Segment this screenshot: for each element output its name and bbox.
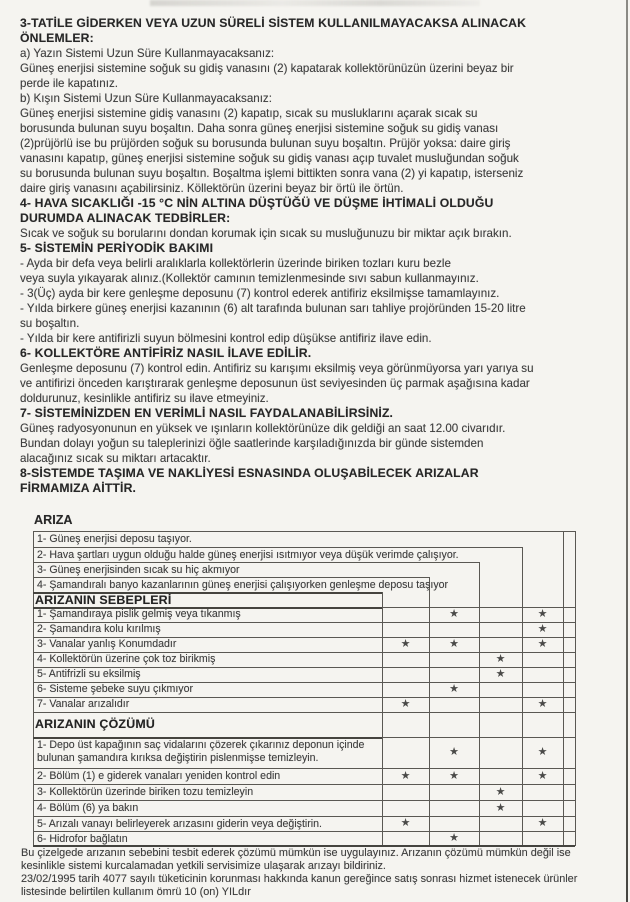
fault-row-label: 1- Güneş enerjisi deposu taşıyor. — [37, 533, 192, 545]
section-body-line: vanasını kapatıp, güneş enerjisi sistemine soğuk su gidiş vanası açıp tuvalet musluğundan soğuk — [20, 152, 519, 165]
solution-row-line: 2- Bölüm (1) e giderek vanaları yeniden kontrol edin — [37, 770, 281, 782]
section-heading-line: 3-TATİLE GİDERKEN VEYA UZUN SÜRELİ SİSTEM KULLANILMAYACAKSA ALINACAK — [20, 16, 527, 30]
solution-row-line: 4- Bölüm (6) ya bakın — [37, 802, 139, 814]
table-gridline-horizontal — [33, 577, 429, 578]
table-gridline-horizontal — [33, 768, 575, 769]
section-body-line: Genleşme deposunu (7) kontrol edin. Antifiriz su karışımı eksilmiş veya görünmüyorsa yarı yarıya su — [20, 362, 534, 375]
causes-header: ARIZANIN SEBEPLERİ — [35, 593, 172, 607]
section-body-line: veya suyla yıkayarak alınız.(Kollektör camının temizlenmesinde sıvı sabun kullanmayınız. — [20, 272, 479, 285]
section-heading-line: FİRMAMIZA AİTTİR. — [20, 481, 137, 495]
table-gridline-vertical — [563, 531, 564, 846]
star-mark: ★ — [537, 770, 548, 782]
star-mark: ★ — [495, 653, 506, 665]
table-gridline-vertical — [575, 531, 576, 846]
star-mark: ★ — [537, 623, 548, 635]
cause-row-label: 5- Antifrizli su eksilmiş — [37, 668, 141, 680]
section-body-line: Bundan dolayı yoğun su taleplerinizi öğle saatlerinde karşıladığınızda bir günde sistemden — [20, 437, 484, 450]
star-mark: ★ — [449, 638, 459, 650]
star-mark: ★ — [537, 608, 548, 620]
section-body-line: doldurunuz, kesinlikle antifiriz su ilave etmeyiniz. — [20, 392, 269, 405]
cause-row-label: 3- Vanalar yanlış Konumdadır — [37, 638, 177, 650]
star-mark: ★ — [400, 770, 411, 782]
table-gridline-vertical — [479, 562, 480, 846]
footer-line: kesinlikle sistemi kurcalamadan yetkili servisimize ulaşarak arızayı bildiriniz. — [21, 860, 386, 872]
star-mark: ★ — [495, 786, 506, 798]
cause-row-label: 4- Kollektörün üzerine çok toz birikmiş — [37, 653, 216, 665]
footer-line: 23/02/1995 tarih 4077 sayılı tüketicinin korunması hakkında kanun gereğince satış sonrası hizmet istenecek ürünler — [21, 873, 578, 885]
section-heading-line: ÖNLEMLER: — [20, 31, 94, 45]
solution-row-line: bulunan şamandıra kırıksa değiştirin pislenmişse temizleyin. — [37, 752, 319, 764]
table-gridline-horizontal — [33, 712, 575, 713]
table-gridline-vertical — [382, 592, 383, 846]
solution-row-line: 3- Kollektörün üzerinde biriken tozu temizleyin — [37, 786, 254, 798]
star-mark: ★ — [537, 817, 548, 829]
section-heading-line: 6- KOLLEKTÖRE ANTİFİRİZ NASIL İLAVE EDİLİR. — [20, 346, 312, 360]
solution-row-line: 6- Hidrofor bağlatın — [37, 833, 128, 845]
star-mark: ★ — [537, 638, 548, 650]
section-heading-line: 5- SİSTEMİN PERİYODİK BAKIMI — [20, 241, 214, 255]
section-body-line: su boşaltın. — [20, 317, 80, 330]
table-gridline-vertical — [33, 531, 34, 846]
solution-row-label — [37, 786, 253, 799]
footer-notes — [21, 847, 621, 899]
fault-table-title: ARIZA — [34, 513, 73, 527]
star-mark: ★ — [400, 638, 411, 650]
solution-row-label — [37, 833, 128, 846]
cause-row-label: 7- Vanalar arızalıdır — [37, 698, 130, 710]
section-body-line: borusunda bulunan suyu boşaltın. Daha sonra güneş enerjisi sistemine soğuk su gidiş vanası — [20, 122, 499, 135]
section-body-line: - Ayda bir defa veya belirli aralıklarla kollektörlerin üzerinde biriken tozları kuru bezle — [20, 257, 451, 270]
fault-row-label: 3- Güneş enerjisinden sıcak su hiç akmıyor — [37, 564, 240, 576]
section-heading-line: DURUMDA ALINACAK TEDBİRLER: — [20, 211, 231, 225]
section-body-line: Güneş enerjisi sistemine soğuk su gidiş vanasını (2) kapatarak kollektörünüzün üzerini beyaz bir — [20, 62, 514, 75]
section-body-line: perde ile kapatınız. — [20, 77, 118, 90]
section-body-line: - Yılda birkere güneş enerjisi kazanının (6) alt tarafında bulunan sarı tahliye projöründen 15-20 litre — [20, 302, 526, 315]
section-body-line: su borusunda bulunan suyu boşaltın. Boşaltma işlemi bittikten sonra vana (2) yi kapatıp, isterseniz — [20, 167, 524, 180]
solution-row-label — [37, 802, 138, 815]
star-mark: ★ — [449, 832, 459, 844]
section-heading-line: 7- SİSTEMİNİZDEN EN VERİMLİ NASIL FAYDALANABİLİRSİNİZ. — [20, 406, 394, 420]
table-gridline-horizontal — [33, 562, 479, 563]
section-body-line: Sıcak ve soğuk su borularını dondan korumak için sıcak su musluğunuzu bir miktar açık bırakın. — [20, 227, 512, 240]
section-body-line: a) Yazın Sistemi Uzun Süre Kullanmayacaksanız: — [20, 47, 275, 60]
cause-row-label: 6- Sisteme şebeke suyu çıkmıyor — [37, 683, 194, 695]
star-mark: ★ — [537, 698, 548, 710]
section-body-line: b) Kışın Sistemi Uzun Süre Kullanmayacaksanız: — [20, 92, 272, 105]
star-mark: ★ — [537, 746, 548, 758]
solution-row-label — [37, 818, 322, 831]
section-heading-line: 4- HAVA SICAKLIĞI -15 °C NİN ALTINA DÜŞTÜĞÜ VE DÜŞME İHTİMALİ OLDUĞU — [20, 196, 494, 210]
table-gridline-horizontal — [33, 831, 575, 832]
cause-row-label: 2- Şamandıra kolu kırılmış — [37, 623, 161, 635]
fault-row-label: 4- Şamandıralı banyo kazanlarının güneş enerjisi çalışıyorken genleşme deposu taşıyor — [37, 579, 449, 591]
section-body-line: ve antifirizi önceden karıştırarak genleşme deposunun üst seviyesinden üç parmak aşağısına kadar — [20, 377, 530, 390]
footer-line: listesinde belirtilen kullanım ömrü 10 (on) YILdır — [21, 886, 251, 898]
scan-top-artifact — [150, 0, 480, 6]
section-body-line: - 3(Üç) ayda bir kere genleşme deposunu (7) kontrol ederek antifiriz eksilmişse tamamlayınız. — [20, 287, 500, 300]
star-mark: ★ — [400, 817, 411, 829]
table-gridline-horizontal — [33, 816, 575, 817]
cause-row-label: 1- Şamandıraya pislik gelmiş veya tıkanmış — [37, 608, 241, 620]
solution-row-line: 5- Arızalı vanayı belirleyerek arızasını giderin veya değiştirin. — [37, 818, 322, 830]
section-body-line: daire giriş vanasını açabilirsiniz. Köllektörün üzerini beyaz bir örtü ile örtün. — [20, 182, 404, 195]
solutions-header: ARIZANIN ÇÖZÜMÜ — [35, 717, 156, 731]
fault-diagnosis-table — [33, 531, 576, 846]
section-body-line: Güneş radyosyonunun en yüksek ve ışınların kollektörünüze dik geldiği an saat 12.00 civarıdır. — [20, 422, 506, 435]
star-mark: ★ — [495, 802, 506, 814]
manual-text-sections — [20, 16, 616, 496]
table-gridline-horizontal — [33, 531, 575, 532]
table-gridline-horizontal — [33, 547, 522, 548]
star-mark: ★ — [449, 770, 459, 782]
section-heading-line: 8-SİSTEMDE TAŞIMA VE NAKLİYESİ ESNASINDA OLUŞABİLECEK ARIZALAR — [20, 466, 479, 480]
solution-row-line: 1- Depo üst kapağının saç vidalarını çözerek çıkarınız deponun içinde — [37, 739, 365, 751]
star-mark: ★ — [400, 698, 411, 710]
footer-line: Bu çizelgede arızanın sebebini tesbit ederek çözümü mümkün ise uygulayınız. Arızanın çözümü mümkün değil ise — [21, 847, 571, 859]
star-mark: ★ — [495, 668, 506, 680]
fault-row-label: 2- Hava şartları uygun olduğu halde güneş enerjisi ısıtmıyor veya düşük verimde çalışıyor. — [37, 549, 459, 561]
section-body-line: Güneş enerjisi sistemine gidiş vanasını (2) kapatıp, sıcak su musluklarını açarak sıcak su — [20, 107, 478, 120]
star-mark: ★ — [449, 683, 459, 695]
section-body-line: (2)prüjörlü ise bu prüjörden soğuk su borusunda bulunan suyu boşaltın. Prüjör yoksa: daire giriş — [20, 137, 511, 150]
solution-row-label — [37, 770, 280, 783]
star-mark: ★ — [449, 608, 459, 620]
scan-edge — [626, 0, 628, 902]
section-body-line: - Yılda bir kere antifirizli suyun bölmesini kontrol edip düşükse antifiriz ilave edin. — [20, 332, 432, 345]
solution-row-label — [37, 739, 364, 765]
section-body-line: alacağınız sıcak su miktarı artacaktır. — [20, 452, 211, 465]
star-mark: ★ — [449, 746, 459, 758]
